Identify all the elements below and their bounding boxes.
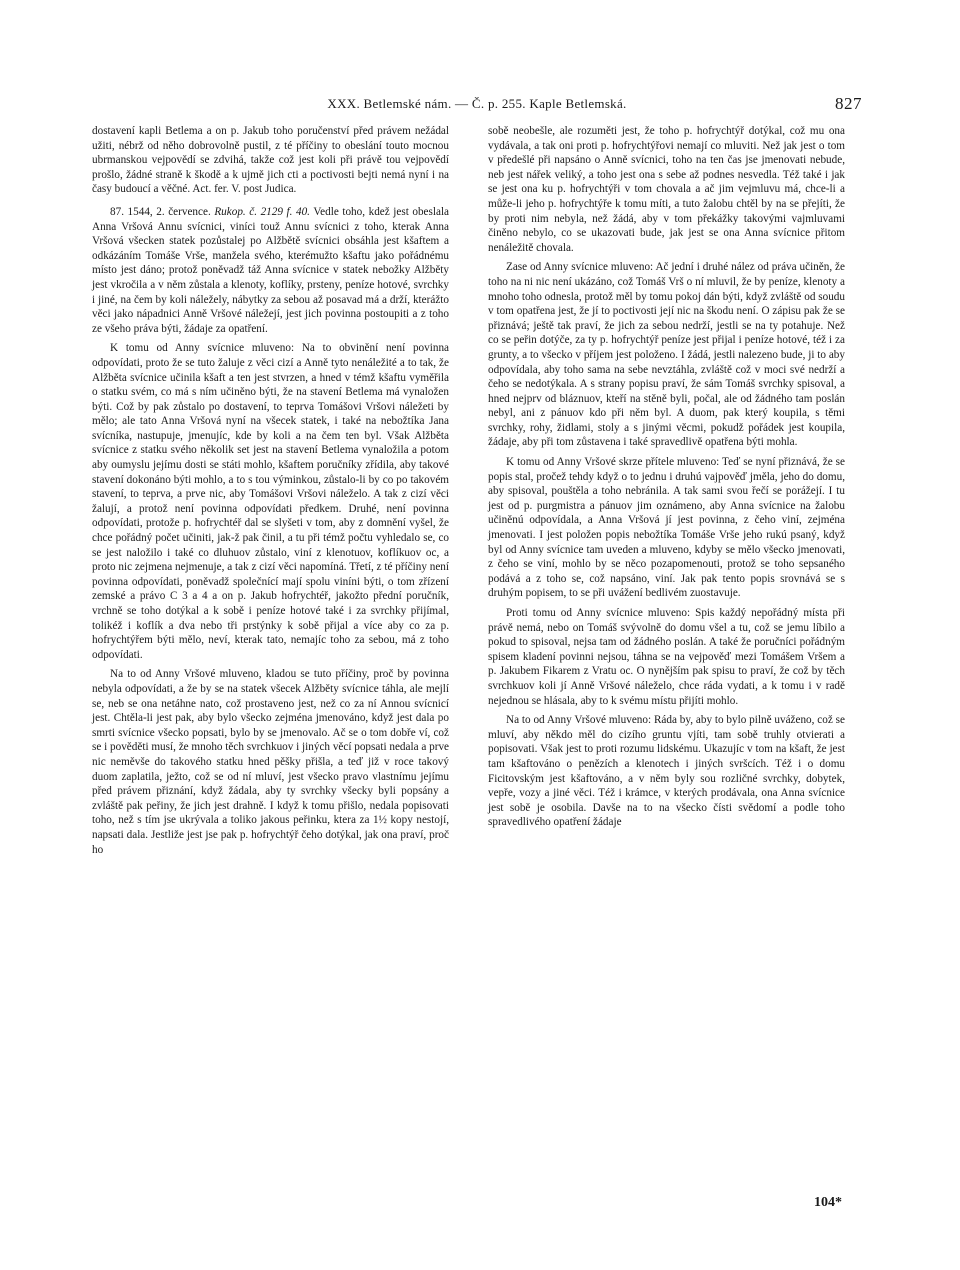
page-number: 827	[835, 94, 862, 113]
paragraph: K tomu od Anny svícnice mluveno: Na to obvinění není povinna odpovídati, proto že se tuto žaluje z věci cizí a Anně tyto nenáležité a to tak, že Alžběta svícnice učinila kšaft a ten jest stvrzen, a hned v témž kšaftu vyměřila o statku svém, co má s ním učiněno býti, že na stavení Betlema má vynaložen býti. Což by pak zůstalo po dostavení, to teprva Tomášovi Vršovi náležeti by mělo; ale tato Anna Vršová nyní na všecek statek, i také na nebožtíka Jana svícníka, nastupuje, jmenujíc, kde by koli a na čem ten byl. Však Alžběta svícnice z statku svého několik set jest na stavení Betlema vynaložila a potom aby oumyslu jejímu dosti se státi mohlo, kšaftem poručníky zřídila, aby takové stavení dokonáno býti mohlo, a to s tou výminkou, zůstalo-li by co po takovém stavení, to teprva, a prve nic, aby Tomášovi Vršovi náleželo. A tak z cizí věci žalují, a protož není povinna odpovídati předkem. Druhé, není povinna odpovídati, protože p. hofrychtéř dal se slyšeti v tom, aby z domnění vyšel, že chce pořádný počet učiniti, jak-ž pak činil, a tu při témž počtu vyhledalo se, co se jest naložilo i také co dluhuov zůstalo, viní z klenotuov, koflíkuov oc, a proto nic zejmena nejmenuje, a tak z cizí věci napomíná. Třetí, z té příčiny není povinna odpovídati, poněvadž společnící mají spolu viníni býti, o tom zřízení zemské a právo C 3 a 4 a on p. Jakub hofrychtéř, jakožto přední poručník, vrchně se toho dotýkal a k sobě i peníze hotové také i za svrchky přijímal, tolikéž i koflík a dva nebo tři prstýnky k sobě přijal a více aby co za p. hofrychtýřem býti mělo, neví, kterak tato, nemajíc toho za sebou, má z toho odpovídati.	[92, 342, 449, 661]
paragraph: Na to od Anny Vršové mluveno, kladou se tuto příčiny, proč by povinna nebyla odpovídati, a že by se na statek všecek Alžběty svícnice táhla, ale mejlí se, neb se ona netáhne nato, což prostaveno jest, než co za ní Annou svícnicí jest. Chtěla-li jest pak, aby bylo všecko zejména jmenováno, když jest dala po smrti svícnice všecko popsati, bylo by se jmenovalo. Ač se o tom dobře ví, což se i pověděti musí, že mnoho těch svrchkuov i jiných věcí popsati nedala a prve nic neměvše do takového statku hned pěšky přišla, a teď již v roce takový duom zaplatila, ježto, což se od ní mluví, jest všecko pravo vlastnímu jejímu před právem přiznání, když žádala, aby ty svrchky všecky byli popsány a zvláště pak peřiny, že jich jest drahně. I když k tomu přišlo, nedala popisovati toho, než s tím jse ukrývala a toliko jakous peřinku, ktera za 1½ kopy nestojí, napsati dala. Jestliže jest jse pak p. hofrychtýř čeho dotýkal, jak ona praví, proč ho	[92, 668, 449, 856]
paragraph: Na to od Anny Vršové mluveno: Ráda by, aby to bylo pilně uváženo, což se mluví, aby někdo měl do cizího gruntu vjíti, tam sobě truhly otvierati a popisovati. Však jest to proti rozumu lidskému. Ukazujíc v tom na kšaft, že jest tam kšaftováno o penězích a klenotech i jiných svršcích. Též i o domu Ficitovským jest kšaftováno, a v něm byly sou rozličné svrchky, dobytek, vepře, vozy a jiné věci. Též i krámce, v kterých prodávala, ona Anna svícnice jest sobě je osobila. Davše na to na všecko čísti svědomí a podle toho spravedlivého opatření žádaje	[488, 714, 845, 829]
running-head: XXX. Betlemské nám. — Č. p. 255. Kaple Betlemská.	[327, 96, 627, 111]
page-header	[92, 94, 862, 118]
paragraph: dostavení kapli Betlema a on p. Jakub toho poručenství před právem nežádal užiti, nébrž od něho dobrovolně pustil, z té příčiny to obeslání touto mocnou ubrmanskou vejpovědí se zdvihá, takže což jest koli při právě tou vejpovědí prošlo, žádné straně k škodě a k ujmě jich cti a poctivosti bejti nemá nyní i na časy budoucí a věčné. Act. fer. V. post Judica.	[92, 125, 449, 196]
entry-text: Vedle toho, kdež jest obeslala Anna Vršová Annu svícnici, viníci touž Annu svícnici z toho, kterak Anna Vršová všecken statek pozůstalej po Alžbětě svícnici obsáhla jest kšaftem a odkázáním Tomáše Vrše, manžela svého, kterémužto kšaftu jako pořádnému místo jest dáno; protož poněvadž táž Anna svícnice v statek nebožky Alžběty jest vkročila a v něm zůstala a klenoty, koflíky, prsteny, peníze hotové, svrchky i jiné, na čem by koli náležely, nábytky za sebou až posavad má a drží, kterážto věci jako nápadnici Anně Vršové náležejí, jest jich povinna postoupiti a z toho ze všeho práva býti, žádaje za opatření.	[92, 205, 450, 335]
entry-87	[92, 205, 449, 336]
paragraph: Zase od Anny svícnice mluveno: Ač jední i druhé nález od práva učiněn, že toho na ni nic není ukázáno, což Tomáš Vrš o ní mluvil, že by peníze, klenoty a mnoho toho odnesla, protož měl by tomu pokoj dán býti, když zvláště od soudu v tom opatřena jest, že jí to poctivosti její nic na škodu není. O zápisu pak že se přiznává; ještě tak praví, že jich za sebou nedrží, jestli se na ty potahuje. Než co se peřin dotýče, za ty p. hofrychtýř peníze jest přijal i peníze hotové, též i za grunty, a to všecko v příjem jest položeno. I žádá, jestli nalezeno bude, ji to aby odpovídala, aby toho sama na sebe nevztáhla, zvláště což v moci své nedrží a čeho se nedotýkala. A s strany popisu praví, že sám Tomáš svrchky spisoval, a hned nejprv od bláznuov, kteří na stěně byli, počal, ale od žádného tam poslán nebyl, ani z pánuov kdo při něm byl. A duom, pak který koupila, s těmi svrchky, rohy, židlami, stoly a s jinými věcmi, pokudž pořádek jest koupila, žádaje, aby při tom zůstavena i také spravedlivě opatřena býti mohla.	[488, 261, 845, 449]
sheet-signature: 104*	[814, 1195, 842, 1210]
paragraph: K tomu od Anny Vršové skrze přítele mluveno: Teď se nyní přiznává, že se popis stal, pročež tehdy když o to jednu i druhú vajpověď jměla, jeho do domu, aby spisoval, pouštěla a toho nebránila. A tak sami svou řečí se porážejí. I tu jest od p. purgmistra a pánuov jim oznámeno, aby Anna svícnice na žalobu učiněnú odpovídala, a Anna Vršová jí jest povinna, z čeho viní, zejména jmenovati. I jest položen popis nebožtíka Tomáše Vrše jeho rukú psaný, když byl od Anny svícnice tam uveden a mluveno, kdyby se mělo všecko jmenovati, z čeho se viní, mohlo by se něco pozapomenouti, protož se toho sepsaného podává a z toho se, což napsáno, viní. Jak pak tento popis srovnává se s druhým popisem, to se při uvážení bedlivém zuostavuje.	[488, 456, 845, 600]
paragraph: sobě neobešle, ale rozuměti jest, že toho p. hofrychtýř dotýkal, což mu ona vydávala, a tak oni proti p. hofrychtýřovi nemají co mluviti. Než jak jest o tom v předešlé při napsáno o Anně svícnici, toho na ten čas jse jmenovati nebude, neb jest nářek veliký, a toho jest ona s sebe až podnes nesvedla. Též také i jak se jest ona ku p. hofrychtýři v tom chovala a ač jim vejmluvu má, chce-li a může-li jeho p. hofrychtýře k tomu míti, a tuto žalobu chtěl by na se přejíti, že by proti nim nebyla, než žádá, aby v tom překážky takovými vajmluvami činěno nebylo, co se ukazovati bude, jak jest se ona Anna svícnice přitom nenáležitě chovala.	[488, 125, 845, 254]
entry-reference: 87. 1544, 2. července.	[110, 205, 211, 218]
entry-source: Rukop. č. 2129 f. 40.	[214, 205, 310, 218]
left-column	[92, 124, 449, 857]
paragraph: Proti tomu od Anny svícnice mluveno: Spis každý nepořádný místa při právě nemá, nebo on Tomáš svývolně do domu všel a tu, což se jemu líbilo a pokud to spisoval, nejsa tam od žádného poslán. A také že poručníci pořádným spisem kladení povinni nejsou, táhna se na vejpověď mezi Tomášem Vršem a p. Jakubem Fikarem z Vratu oc. O nynějším pak spisu to praví, že což by těch svrchkuov koli jí Anně Vršové náleželo, chce ráda vydati, a k tomu i v radě nejednou se hlásala, aby to k svému místu přijíti mohlo.	[488, 607, 845, 707]
right-column	[488, 124, 845, 830]
